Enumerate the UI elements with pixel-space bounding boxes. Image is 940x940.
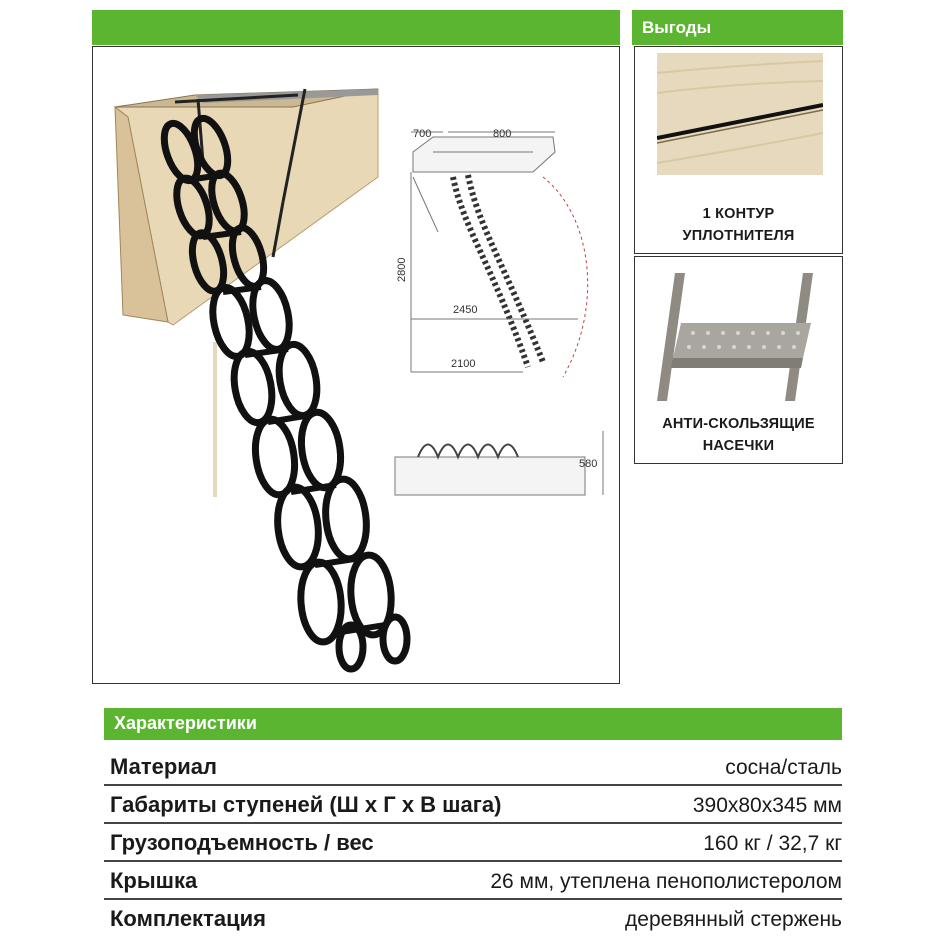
specs-title: Характеристики — [114, 713, 257, 733]
spec-key: Материал — [110, 754, 218, 779]
spec-row-lid — [104, 861, 842, 900]
benefits-header — [632, 10, 843, 45]
spec-row-capacity — [104, 823, 842, 862]
spec-row-kit — [104, 899, 842, 936]
spec-value: сосна/сталь — [725, 756, 842, 779]
dim-folded: 580 — [579, 458, 598, 470]
spec-value: 390х80х345 мм — [692, 794, 842, 817]
specs-header — [104, 708, 842, 740]
spec-value: 160 кг / 32,7 кг — [703, 832, 842, 855]
dim-top-left: 700 — [413, 128, 432, 140]
product-image-frame — [92, 46, 620, 684]
spec-row-dimensions — [104, 785, 842, 824]
dim-top-right: 800 — [493, 128, 512, 140]
benefit-label-antislip — [635, 413, 842, 457]
spec-row-material — [104, 747, 842, 786]
benefit-seal-line1: 1 КОНТУР — [702, 206, 775, 222]
dim-base: 2100 — [451, 358, 476, 370]
benefit-antislip-line2: НАСЕЧКИ — [702, 438, 775, 454]
spec-key: Грузоподъемность / вес — [110, 830, 374, 855]
benefit-label-seal — [635, 203, 842, 247]
benefit-antislip-line1: АНТИ-СКОЛЬЗЯЩИЕ — [662, 416, 815, 432]
anti-slip-step-icon — [653, 273, 825, 401]
spec-value: деревянный стержень — [625, 908, 842, 931]
dimension-drawing — [395, 132, 603, 495]
top-header-bar — [92, 10, 620, 45]
spec-key: Комплектация — [110, 906, 266, 931]
benefit-card-seal — [634, 46, 843, 254]
product-illustration — [93, 47, 618, 682]
benefit-seal-line2: УПЛОТНИТЕЛЯ — [682, 228, 795, 244]
spec-value: 26 мм, утеплена пенополистеролом — [490, 870, 842, 893]
spec-key: Габариты ступеней (Ш х Г х В шага) — [110, 792, 502, 817]
spec-key: Крышка — [110, 868, 198, 893]
benefit-card-antislip — [634, 256, 843, 464]
seal-contour-icon — [657, 53, 823, 175]
benefits-title: Выгоды — [642, 18, 712, 37]
dim-reach: 2450 — [453, 304, 478, 316]
dim-height: 2800 — [396, 257, 408, 282]
